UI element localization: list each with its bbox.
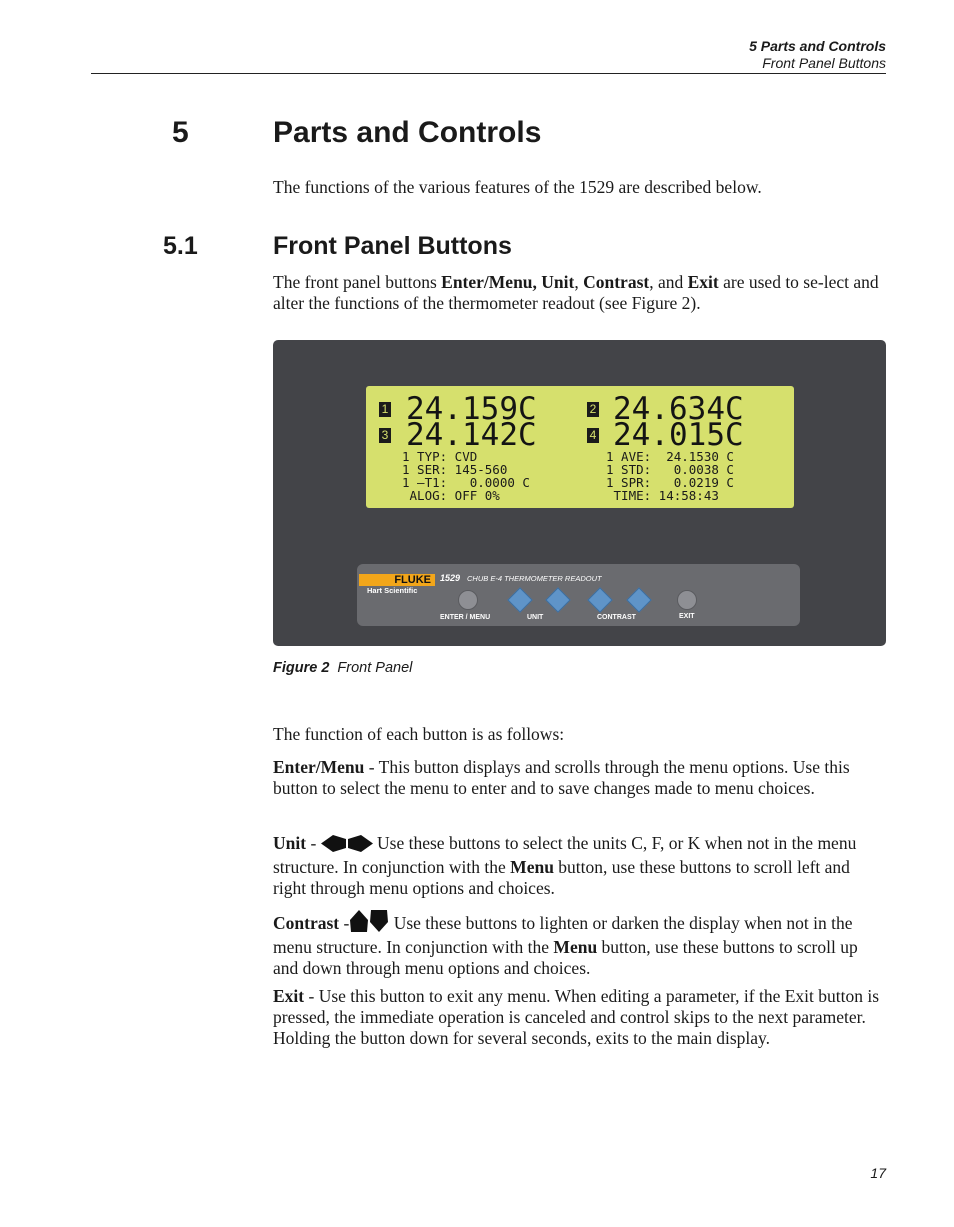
text-run: The front panel buttons	[273, 272, 442, 292]
bold-term: Menu	[553, 937, 598, 957]
section-paragraph	[273, 272, 885, 314]
lcd-display	[366, 386, 794, 508]
bold-term: Exit	[687, 272, 719, 292]
bold-term: Enter/Menu, Unit	[441, 272, 575, 292]
contrast-down-button[interactable]	[626, 587, 651, 612]
exit-button[interactable]	[677, 590, 697, 610]
figure-caption	[273, 660, 412, 676]
chapter-number: 5	[172, 116, 189, 149]
fluke-logo: FLUKE	[359, 574, 435, 586]
running-header-chapter: 5 Parts and Controls	[749, 38, 886, 54]
running-header	[749, 38, 886, 72]
header-rule	[91, 73, 886, 74]
channel-3-badge: 3	[379, 428, 391, 443]
unit-left-button[interactable]	[507, 587, 532, 612]
exit-label: EXIT	[679, 613, 695, 620]
bold-term: Menu	[510, 857, 554, 877]
text-run: are used to se-lect and alter the functions of the thermometer readout (see Figure 2).	[273, 272, 879, 313]
channel-2-reading: 24.634C	[613, 391, 744, 427]
keypad	[357, 564, 800, 626]
enter-menu-description	[273, 757, 885, 799]
section-title: Front Panel Buttons	[273, 232, 512, 260]
lcd-left-line: 1 –T1: 0.0000 C	[402, 475, 530, 490]
buttons-intro: The function of each button is as follows:	[273, 724, 565, 744]
text-run: -	[306, 833, 321, 853]
enter-menu-term: Enter/Menu	[273, 757, 365, 777]
figure-title: Front Panel	[337, 660, 413, 676]
contrast-label: CONTRAST	[597, 614, 636, 621]
hart-scientific-logo: Hart Scientific	[367, 586, 418, 595]
contrast-description	[273, 910, 885, 979]
up-down-arrows-icon	[349, 910, 389, 937]
exit-term: Exit	[273, 986, 305, 1006]
page-number: 17	[870, 1165, 886, 1181]
running-header-section: Front Panel Buttons	[762, 55, 886, 71]
channel-2-badge: 2	[587, 402, 599, 417]
unit-label: UNIT	[527, 614, 544, 621]
text-run: , and	[649, 272, 688, 292]
figure-number: Figure 2	[273, 660, 330, 676]
left-right-arrows-icon	[321, 835, 373, 857]
unit-right-button[interactable]	[545, 587, 570, 612]
channel-1-reading: 24.159C	[406, 391, 537, 427]
front-panel-figure	[273, 340, 886, 646]
text-run: - This button displays and scrolls through the menu options. Use this button to select the menu to enter and to save changes made to menu choices.	[273, 757, 850, 798]
text-run: button, use these buttons to scroll left and right through menu options and choices.	[273, 857, 850, 898]
chapter-title: Parts and Controls	[273, 116, 542, 149]
model-description: CHUB E-4 THERMOMETER READOUT	[467, 574, 602, 583]
channel-1-badge: 1	[379, 402, 391, 417]
channel-4-reading: 24.015C	[613, 417, 744, 453]
lcd-left-line: 1 TYP: CVD	[402, 449, 478, 464]
channel-4-badge: 4	[587, 428, 599, 443]
text-run: Use these buttons to lighten or darken the display when not in the menu structure. In conjunction with the	[273, 913, 853, 957]
text-run: -	[339, 913, 350, 933]
exit-description	[273, 986, 885, 1049]
text-run: Use these buttons to select the units C, F, or K when not in the menu structure. In conjunction with the	[273, 833, 857, 877]
model-number: 1529	[440, 573, 461, 583]
bold-term: Contrast	[583, 272, 650, 292]
lcd-right-line: 1 STD: 0.0038 C	[606, 462, 734, 477]
unit-term: Unit	[273, 833, 307, 853]
enter-menu-label: ENTER / MENU	[440, 614, 491, 621]
lcd-right-line: 1 SPR: 0.0219 C	[606, 475, 734, 490]
lcd-right-line: TIME: 14:58:43	[606, 488, 719, 503]
text-run: button, use these buttons to scroll up and down through menu options and choices.	[273, 937, 858, 978]
lcd-left-line: ALOG: OFF 0%	[402, 488, 500, 503]
text-run: ,	[574, 272, 584, 292]
lcd-right-line: 1 AVE: 24.1530 C	[606, 449, 734, 464]
enter-menu-button[interactable]	[458, 590, 478, 610]
intro-paragraph: The functions of the various features of the 1529 are described below.	[273, 177, 762, 197]
contrast-up-button[interactable]	[587, 587, 612, 612]
section-number: 5.1	[163, 232, 198, 260]
text-run: - Use this button to exit any menu. When editing a parameter, if the Exit button is pressed, the immediate operation is canceled and control skips to the next parameter. Holding the button down for several seconds, exits to the main display.	[273, 986, 880, 1048]
channel-3-reading: 24.142C	[406, 417, 537, 453]
contrast-term: Contrast	[273, 913, 340, 933]
lcd-left-line: 1 SER: 145-560	[402, 462, 508, 477]
unit-description	[273, 833, 885, 899]
